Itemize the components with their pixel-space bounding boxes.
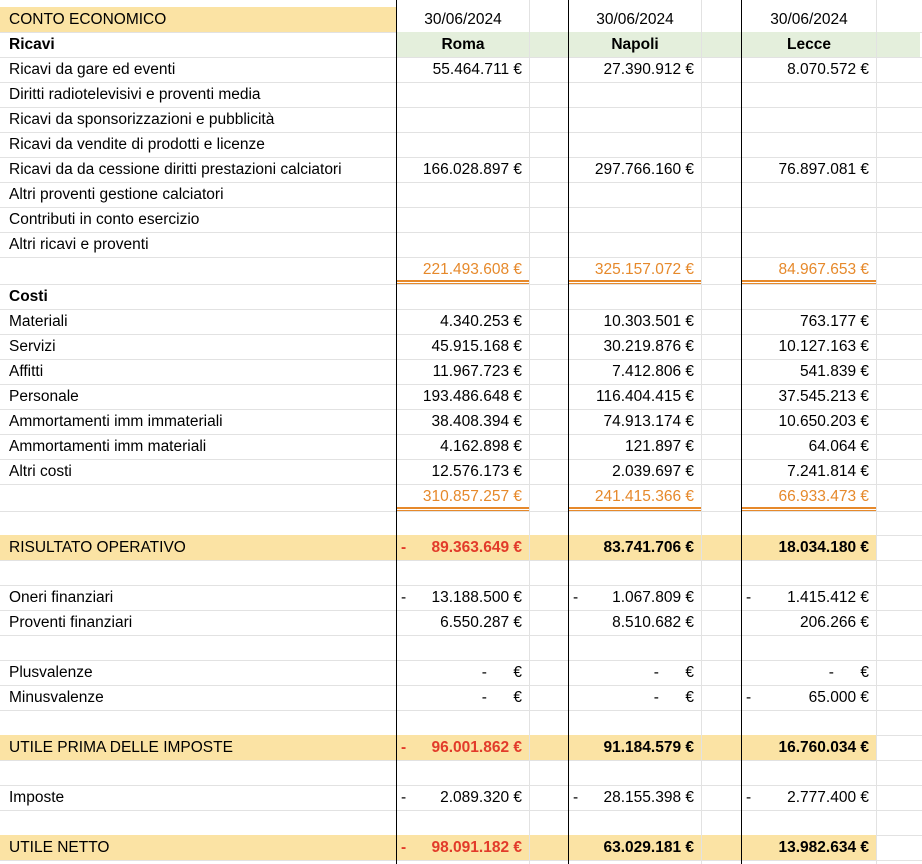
column-divider (741, 0, 742, 864)
value-lecce: 7.241.814 € (787, 462, 869, 480)
header-row (0, 7, 922, 32)
row-label: Ricavi da gare ed eventi (9, 60, 176, 78)
value-text: 96.001.862 € (431, 738, 522, 756)
row-label: Altri proventi gestione calciatori (9, 185, 224, 203)
value-roma: 12.576.173 € (431, 462, 522, 480)
table-row (0, 660, 922, 685)
total-napoli: 241.415.366 € (594, 487, 694, 505)
row-label: Affitti (9, 362, 44, 380)
minus-sign: - (746, 588, 752, 606)
highlight-fill (701, 535, 742, 560)
city-header-row (0, 32, 922, 57)
table-row (0, 309, 922, 334)
table-row (0, 107, 922, 132)
risultato-operativo-row (0, 535, 922, 560)
value-text: 1.415.412 € (787, 588, 869, 606)
utile-ante-imposte-row (0, 735, 922, 760)
row-label: Altri ricavi e proventi (9, 235, 149, 253)
value-napoli: 8.510.682 € (612, 613, 694, 631)
value-roma: 45.915.168 € (431, 337, 522, 355)
highlight-fill (529, 535, 569, 560)
table-row (0, 232, 922, 257)
value-napoli: 74.913.174 € (603, 412, 694, 430)
row-label: Contributi in conto esercizio (9, 210, 200, 228)
date-napoli: 30/06/2024 (596, 10, 674, 28)
table-row (0, 585, 922, 610)
column-divider (876, 0, 877, 864)
value-lecce: 10.127.163 € (778, 337, 869, 355)
city-header-fill (529, 32, 569, 57)
row-label: Minusvalenze (9, 688, 104, 706)
table-row (0, 434, 922, 459)
row-label: UTILE PRIMA DELLE IMPOSTE (0, 735, 396, 760)
dash-value: - (481, 663, 487, 681)
grid-line (0, 810, 922, 811)
row-label: Ammortamenti imm materiali (9, 437, 207, 455)
value-napoli: 91.184.579 € (569, 735, 701, 760)
costi-total-row (0, 484, 922, 509)
row-label: RISULTATO OPERATIVO (0, 535, 396, 560)
table-row (0, 610, 922, 635)
minus-sign: - (401, 838, 407, 856)
value-napoli (569, 660, 701, 685)
value-text: 28.155.398 € (603, 788, 694, 806)
value-napoli: 297.766.160 € (594, 160, 694, 178)
currency: € (513, 663, 522, 681)
city-napoli: Napoli (569, 32, 701, 57)
highlight-fill (529, 835, 569, 860)
grid-line (0, 511, 922, 512)
value-lecce: 8.070.572 € (787, 60, 869, 78)
total-underline (569, 507, 701, 511)
table-row (0, 685, 922, 710)
value-text: 65.000 € (808, 688, 869, 706)
value-roma: 4.340.253 € (440, 312, 522, 330)
value-napoli (569, 685, 701, 710)
total-roma: 310.857.257 € (422, 487, 522, 505)
value-napoli (569, 585, 701, 610)
value-napoli: 121.897 € (625, 437, 694, 455)
city-header-fill (876, 32, 920, 57)
column-divider (529, 0, 530, 864)
value-lecce: 763.177 € (800, 312, 869, 330)
value-roma (397, 785, 529, 810)
grid-line (0, 860, 922, 861)
value-text: 98.091.182 € (431, 838, 522, 856)
value-lecce (742, 660, 876, 685)
currency: € (685, 688, 694, 706)
value-roma (397, 685, 529, 710)
highlight-fill (529, 735, 569, 760)
row-label: Personale (9, 387, 79, 405)
total-lecce: 66.933.473 € (778, 487, 869, 505)
grid-line (0, 560, 922, 561)
value-text: 89.363.649 € (431, 538, 522, 556)
row-label: Ricavi da da cessione diritti prestazioni calciatori (9, 160, 342, 178)
row-label: Imposte (9, 788, 65, 806)
value-lecce: 10.650.203 € (778, 412, 869, 430)
total-roma: 221.493.608 € (422, 260, 522, 278)
minus-sign: - (746, 688, 752, 706)
value-napoli: 27.390.912 € (603, 60, 694, 78)
grid-line (0, 710, 922, 711)
value-lecce: 18.034.180 € (742, 535, 876, 560)
value-roma (397, 835, 529, 860)
dash-value: - (481, 688, 487, 706)
value-lecce: 37.545.213 € (778, 387, 869, 405)
value-roma: 193.486.648 € (422, 387, 522, 405)
table-row (0, 409, 922, 434)
utile-netto-row (0, 835, 922, 860)
minus-sign: - (401, 788, 407, 806)
value-lecce (742, 685, 876, 710)
highlight-fill (701, 735, 742, 760)
value-roma: 11.967.723 € (432, 362, 522, 380)
value-lecce: 541.839 € (800, 362, 869, 380)
value-roma (397, 585, 529, 610)
table-row (0, 57, 922, 82)
table-row (0, 459, 922, 484)
value-napoli: 10.303.501 € (603, 312, 694, 330)
row-label: Ammortamenti imm immateriali (9, 412, 223, 430)
value-lecce (742, 785, 876, 810)
grid-line (0, 760, 922, 761)
value-roma: 38.408.394 € (431, 412, 522, 430)
currency: € (685, 663, 694, 681)
total-underline (397, 507, 529, 511)
table-row (0, 182, 922, 207)
value-lecce: 13.982.634 € (742, 835, 876, 860)
section-row (0, 284, 922, 309)
table-row (0, 785, 922, 810)
table-row (0, 359, 922, 384)
table-row (0, 384, 922, 409)
total-napoli: 325.157.072 € (594, 260, 694, 278)
value-lecce: 76.897.081 € (778, 160, 869, 178)
column-divider (568, 0, 569, 864)
row-label: Servizi (9, 337, 56, 355)
row-label: Materiali (9, 312, 68, 330)
value-napoli: 116.404.415 € (596, 387, 694, 405)
date-roma: 30/06/2024 (424, 10, 502, 28)
row-label: Altri costi (9, 462, 72, 480)
table-row (0, 132, 922, 157)
minus-sign: - (573, 588, 579, 606)
value-napoli (569, 785, 701, 810)
minus-sign: - (401, 738, 407, 756)
value-roma (397, 660, 529, 685)
table-row (0, 334, 922, 359)
grid-line (0, 635, 922, 636)
value-text: 2.089.320 € (440, 788, 522, 806)
section-ricavi: Ricavi (9, 35, 55, 53)
value-roma: 55.464.711 € (432, 60, 522, 78)
value-text: 1.067.809 € (612, 588, 694, 606)
table-row (0, 207, 922, 232)
minus-sign: - (746, 788, 752, 806)
value-lecce: 64.064 € (808, 437, 869, 455)
value-lecce (742, 585, 876, 610)
value-text: 13.188.500 € (431, 588, 522, 606)
highlight-fill (701, 835, 742, 860)
value-text: 2.777.400 € (787, 788, 869, 806)
column-divider (701, 0, 702, 864)
dash-value: - (653, 663, 659, 681)
statement-title: CONTO ECONOMICO (0, 7, 396, 32)
row-label: Plusvalenze (9, 663, 93, 681)
column-divider (396, 0, 397, 864)
minus-sign: - (401, 538, 407, 556)
table-row (0, 157, 922, 182)
value-lecce: 16.760.034 € (742, 735, 876, 760)
total-underline (742, 507, 876, 511)
value-napoli: 7.412.806 € (612, 362, 694, 380)
value-napoli: 83.741.706 € (569, 535, 701, 560)
value-roma: 166.028.897 € (422, 160, 522, 178)
city-roma: Roma (397, 32, 529, 57)
row-label: Oneri finanziari (9, 588, 114, 606)
minus-sign: - (401, 588, 407, 606)
value-roma (397, 535, 529, 560)
table-row (0, 82, 922, 107)
value-roma: 6.550.287 € (440, 613, 522, 631)
row-label: Proventi finanziari (9, 613, 133, 631)
value-napoli: 2.039.697 € (612, 462, 694, 480)
date-lecce: 30/06/2024 (770, 10, 848, 28)
value-roma (397, 735, 529, 760)
city-lecce: Lecce (742, 32, 876, 57)
row-label: UTILE NETTO (0, 835, 396, 860)
city-header-fill (701, 32, 742, 57)
dash-value: - (653, 688, 659, 706)
row-label: Ricavi da sponsorizzazioni e pubblicità (9, 110, 275, 128)
value-napoli: 63.029.181 € (569, 835, 701, 860)
value-roma: 4.162.898 € (440, 437, 522, 455)
minus-sign: - (573, 788, 579, 806)
ricavi-total-row (0, 257, 922, 282)
dash-value: - (828, 663, 834, 681)
value-napoli: 30.219.876 € (603, 337, 694, 355)
section-costi: Costi (9, 287, 48, 305)
currency: € (860, 663, 869, 681)
value-lecce: 206.266 € (800, 613, 869, 631)
total-lecce: 84.967.653 € (778, 260, 869, 278)
row-label: Diritti radiotelevisivi e proventi media (9, 85, 261, 103)
currency: € (513, 688, 522, 706)
row-label: Ricavi da vendite di prodotti e licenze (9, 135, 265, 153)
